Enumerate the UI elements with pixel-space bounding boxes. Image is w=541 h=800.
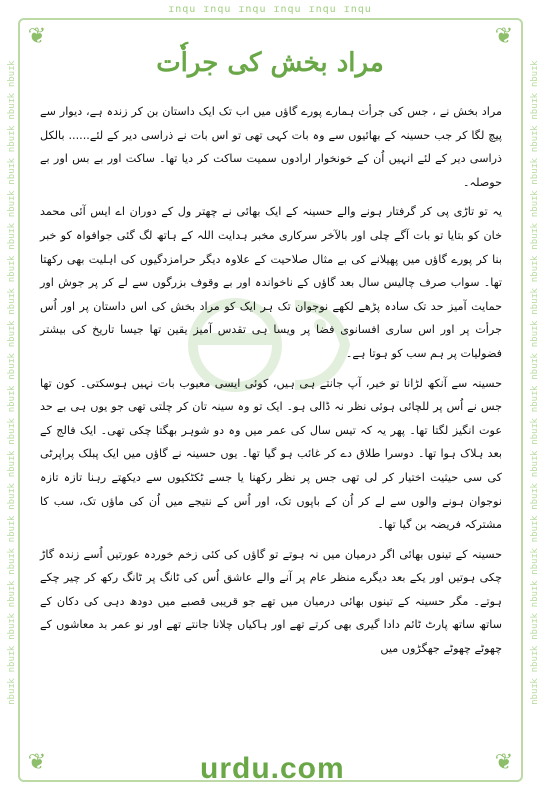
corner-ornament-icon: ❦ — [494, 750, 514, 775]
left-watermark: ʞɪnqu ʞɪnqu ʞɪnqu ʞɪnqu ʞɪnqu ʞɪnqu ʞɪnqu ʞɪnqu ʞɪnqu ʞɪnqu ʞɪnqu ʞɪnqu ʞɪnqu ʞɪnqu ʞɪnqu ʞɪnqu ʞɪnqu ʞɪnqu ʞɪnqu ʞɪnqu — [6, 60, 16, 705]
page-title: مراد بخش کی جراٗت — [156, 48, 384, 78]
paragraph: مراد بخش نے ، جس کی جرأت ہمارے پورے گاؤں میں اب تک ایک داستان بن کر زندہ ہے، دیوار سے پیچ لگا کر جب حسینہ کے بھائیوں سے وہ بات کہی تھی تو اس بات نے ذراسی دیر کے لئے...... بالکل ذراسی دیر کے لئے انہیں اُن کے خونخوار ارادوں سمیت ساکت کر دیا تھا۔ ساکت اور بے بس اور بے حوصلہ۔ — [40, 105, 502, 189]
paragraph: حسینہ سے آنکھ لڑانا تو خیر، آپ جانتے ہی ہیں، کوئی ایسی معیوب بات نہیں ہوسکتی۔ کون تھا جس نے اُس پر للچائی ہوئی نظر نہ ڈالی ہو۔ ایک تو وہ سینہ تان کر چلتی تھی جو یوں ہی بے حد عوت انگیز لگتا تھا۔ پھر یہ کہ تیس سال کی عمر میں وہ دو شوہر بھگتا چکی تھی۔ ایک فالج کے بعد ہلاک ہوا تھا۔ دوسرا طلاق دے کر غائب ہو گیا تھا۔ یوں حسینہ نے گاؤں میں ایک پبلک پراپرٹی کی سی حیثیت اختیار کر لی تھی جس پر نظر رکھنا یا جسے ٹکٹکیوں سے دیکھتے رہنا تازہ تازہ نوجوان ہونے والوں سے لے کر اُن کے باپوں تک، اور اُس کے نتیجے میں اُن کی ماؤں تک، سب کا مشترکہ فریضہ بن گیا تھا۔ — [40, 376, 502, 532]
corner-ornament-icon: ❦ — [27, 750, 47, 775]
corner-ornament-icon: ❦ — [27, 24, 47, 49]
right-watermark: ʞɪnqu ʞɪnqu ʞɪnqu ʞɪnqu ʞɪnqu ʞɪnqu ʞɪnqu ʞɪnqu ʞɪnqu ʞɪnqu ʞɪnqu ʞɪnqu ʞɪnqu ʞɪnqu ʞɪnqu ʞɪnqu ʞɪnqu ʞɪnqu ʞɪnqu ʞɪnqu — [529, 60, 539, 705]
paragraph: حسینہ کے تینوں بھائی اگر درمیان میں نہ ہوتے تو گاؤں کی کئی زخم خوردہ عورتیں اُسے زندہ گاڑ چکی ہوتیں اور یکے بعد دیگرے منظر عام پر آنے والے عاشق اُس کی ٹانگ پر ٹانگ رکھ کر چیر چکے ہوتے۔ مگر حسینہ کے تینوں بھائی درمیان میں تھے جو قریبی قصبے میں دودھ دہی کی دکان کے ساتھ ساتھ پارٹ ٹائم دادا گیری بھی کرتے تھے اور ہاکیاں چلانا جانتے تھے اور نو عمر بد معاشوں کے چھوٹے چھوٹے جھگڑوں میں — [40, 547, 502, 656]
paragraph: یہ تو تاڑی پی کر گرفتار ہونے والے حسینہ کے ایک بھائی نے چھتر ول کے دوران اے ایس آئی محمد خان کو بتایا تو بات آگے چلی اور بالآخر سرکاری مخبر ہدایت اللہ کے ہاتھ لگ گئی جوافواہ کو خبر بنا کر پورے گاؤں میں پھیلانے کی بے مثال صلاحیت کے علاوہ دیگر حرامزدگیوں کی اہلیت بھی رکھتا تھا۔ سواب صرف چالیس سال بعد گاؤں کے ناخواندہ اور بے وقوف بزرگوں سے لے کر پر جوش اور حمایت آمیز حد تک سادہ پڑھے لکھے نوجوان تک ہر ایک کو مراد بخش کی اس داستان پر اور اُس جرأت پر اور اس ساری افسانوی فضا پر ویسا ہی تقدس آمیز یقین تھا جیسا تاریخ کی بیشتر فضولیات پر ہم سب کو ہوتا ہے۔ — [40, 205, 502, 360]
corner-ornament-icon: ❦ — [494, 24, 514, 49]
article-body — [40, 100, 502, 661]
footer-logo: urdu.com — [200, 752, 345, 785]
top-watermark: ɪnqu ɪnqu ɪnqu ɪnqu ɪnqu ɪnqu — [168, 4, 372, 15]
